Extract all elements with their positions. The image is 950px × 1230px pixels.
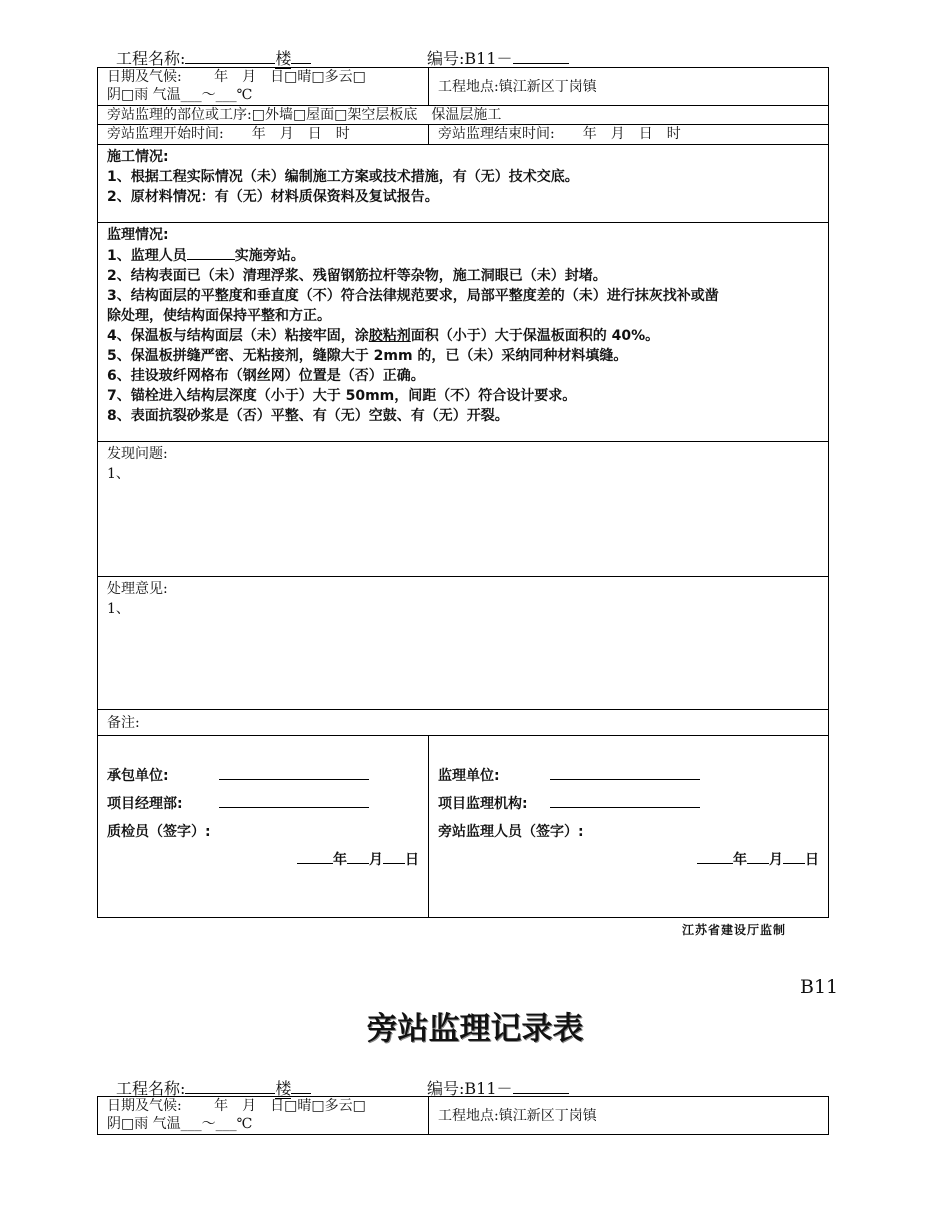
contractor-unit-line: 承包单位: xyxy=(107,762,419,790)
project-name-suffix: 楼 xyxy=(275,49,292,68)
opinions-item-1: 1、 xyxy=(107,601,130,617)
remarks-title: 备注: xyxy=(107,714,140,731)
part-text: 旁站监理的部位或工序:□外墙□屋面□架空层板底 保温层施工 xyxy=(107,107,502,123)
end-time-text: 旁站监理结束时间: 年 月 日 时 xyxy=(438,126,681,142)
location-text: 工程地点:镇江新区丁岗镇 xyxy=(438,78,597,95)
code-label: 编号:B11－ xyxy=(427,49,513,68)
footer-note: 江苏省建设厅监制 xyxy=(682,923,787,937)
supervision-org-line: 项目监理机构: xyxy=(438,790,819,818)
supervision-item-3-cont: 除处理，使结构面保持平整和方正。 xyxy=(107,308,331,324)
contractor-date-line: 年 月 日 xyxy=(107,846,419,874)
supervision-item-1: 1、监理人员 实施旁站。 xyxy=(107,245,819,266)
problems-title: 发现问题: xyxy=(107,446,168,462)
problems-item-1: 1、 xyxy=(107,466,130,482)
contractor-unit-blank[interactable] xyxy=(219,765,369,780)
page2-code-line: 编号:B11－ xyxy=(427,1076,569,1099)
code-blank[interactable] xyxy=(513,48,569,64)
part-cell xyxy=(98,106,829,125)
supervision-item-4: 4、保温板与结构面层（未）粘接牢固，涂胶粘剂面积（小于）大于保温板面积的 40%。 xyxy=(107,328,660,344)
supervision-unit-blank[interactable] xyxy=(550,765,700,780)
page2-project-name-blank[interactable] xyxy=(185,1078,275,1094)
supervision-item-6: 6、挂设玻纤网格布（钢丝网）位置是（否）正确。 xyxy=(107,368,425,384)
supervision-item-8: 8、表面抗裂砂浆是（否）平整、有（无）空鼓、有（无）开裂。 xyxy=(107,408,509,424)
page2-code: B11 xyxy=(800,976,839,998)
page2-project-name-line: 工程名称: 楼 xyxy=(116,1076,311,1099)
opinions-title: 处理意见: xyxy=(107,581,168,597)
project-name-label: 工程名称: xyxy=(116,49,186,68)
supervision-unit-line: 监理单位: xyxy=(438,762,819,790)
page2-location-cell: 工程地点:镇江新区丁岗镇 xyxy=(429,1097,829,1135)
page2-code-blank[interactable] xyxy=(513,1078,569,1094)
supervision-item-5: 5、保温板拼缝严密、无粘接剂，缝隙大于 2mm 的，已（未）采纳同种材料填缝。 xyxy=(107,348,628,364)
supervisor-sign-cell xyxy=(429,736,829,918)
supervision-title: 监理情况: xyxy=(107,227,169,243)
date-weather-line1: 日期及气候: 年 月 日□晴□多云□ xyxy=(107,69,366,85)
code-line xyxy=(427,46,569,69)
start-time-text: 旁站监理开始时间: 年 月 日 时 xyxy=(107,126,350,142)
project-name-line xyxy=(116,46,311,69)
page2-title: 旁站监理记录表 xyxy=(366,1011,584,1047)
supervision-item-2: 2、结构表面已（未）清理浮浆、残留钢筋拉杆等杂物，施工洞眼已（未）封堵。 xyxy=(107,268,607,284)
project-manager-line: 项目经理部: xyxy=(107,790,419,818)
start-time-cell xyxy=(98,125,429,145)
date-weather-line2: 阴□雨 气温___～___℃ xyxy=(107,87,253,103)
qc-inspector-line: 质检员（签字）: xyxy=(107,824,211,840)
construction-title: 施工情况: xyxy=(107,149,169,165)
end-time-cell xyxy=(429,125,829,145)
supervision-item-3: 3、结构面层的平整度和垂直度（不）符合法律规范要求，局部平整度差的（未）进行抹灰找补或凿 xyxy=(107,288,719,304)
project-name-blank[interactable] xyxy=(185,48,275,64)
construction-item-2: 2、原材料情况：有（无）材料质保资料及复试报告。 xyxy=(107,189,439,205)
date-weather-cell xyxy=(98,68,429,106)
project-manager-blank[interactable] xyxy=(219,793,369,808)
construction-cell xyxy=(98,145,829,223)
supervision-cell xyxy=(98,223,829,442)
record-form-1 xyxy=(97,67,829,918)
supervision-org-blank[interactable] xyxy=(550,793,700,808)
opinions-cell[interactable] xyxy=(98,577,829,710)
supervisor-date-line: 年 月 日 xyxy=(438,846,819,874)
construction-item-1: 1、根据工程实际情况（未）编制施工方案或技术措施，有（无）技术交底。 xyxy=(107,169,579,185)
contractor-sign-cell xyxy=(98,736,429,918)
page2-date-weather-cell: 日期及气候: 年 月 日□晴□多云□ 阴□雨 气温___～___℃ xyxy=(98,1097,429,1135)
problems-cell[interactable] xyxy=(98,442,829,577)
record-form-2 xyxy=(97,1096,829,1135)
supervision-item-7: 7、锚栓进入结构层深度（小于）大于 50mm，间距（不）符合设计要求。 xyxy=(107,388,577,404)
onsite-supervisor-line: 旁站监理人员（签字）: xyxy=(438,824,584,840)
remarks-cell[interactable] xyxy=(98,710,829,736)
location-cell xyxy=(429,68,829,106)
supervisor-name-blank[interactable] xyxy=(187,245,235,260)
